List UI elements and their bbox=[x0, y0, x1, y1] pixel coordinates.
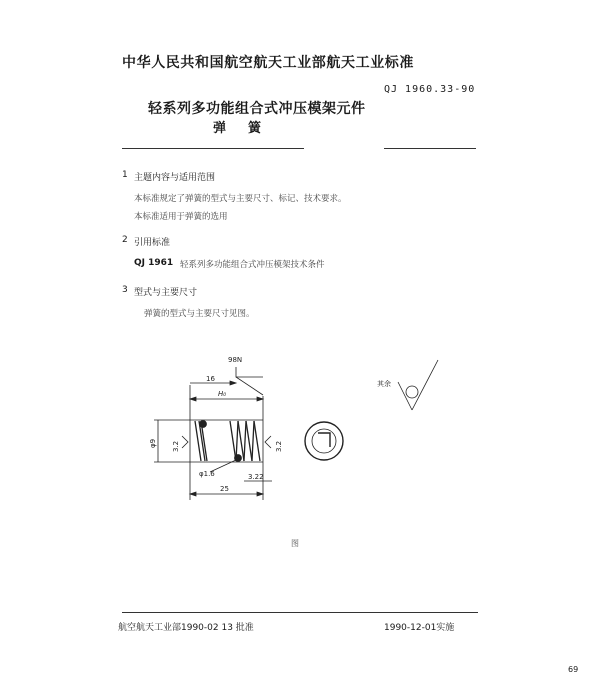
dim-16-arrow bbox=[230, 381, 236, 385]
section-2-number: 2 bbox=[122, 235, 128, 245]
load-leader-line bbox=[236, 367, 263, 377]
wire-section-top bbox=[200, 421, 207, 428]
dim-25-arrow-right bbox=[257, 492, 263, 496]
dim-h0-arrow-left bbox=[190, 397, 196, 401]
rest-symbol-circle bbox=[406, 386, 418, 398]
dim-16-label: 16 bbox=[206, 375, 215, 383]
dim-h0-label: H₀ bbox=[218, 390, 227, 398]
ext-line-top bbox=[236, 377, 263, 395]
footer-rule bbox=[122, 612, 478, 613]
issuing-organization: 中华人民共和国航空航天工业部航天工业标准 bbox=[122, 55, 414, 71]
standard-number: QJ 1960.33-90 bbox=[384, 84, 476, 95]
dim-h0-arrow-right bbox=[257, 397, 263, 401]
approval-line: 航空航天工业部1990-02 13 批准 bbox=[118, 623, 254, 633]
end-view-coil-end bbox=[318, 433, 330, 447]
load-label: 98N bbox=[228, 356, 243, 364]
section-1-title: 主题内容与适用范围 bbox=[134, 173, 216, 183]
dim-32-left-label: 3.2 bbox=[172, 440, 180, 452]
reference-code: QJ 1961 bbox=[134, 258, 174, 268]
section-1-paragraph-2: 本标准适用于弹簧的选用 bbox=[134, 212, 228, 222]
reference-title: 轻系列多功能组合式冲压模架技术条件 bbox=[180, 260, 325, 270]
section-1-paragraph-1: 本标准规定了弹簧的型式与主要尺寸、标记、技术要求。 bbox=[134, 194, 347, 204]
dim-25-label: 25 bbox=[220, 485, 229, 493]
dim-32-right-label: 3.2 bbox=[275, 440, 283, 452]
section-3-title: 型式与主要尺寸 bbox=[134, 288, 198, 298]
section-3-paragraph-1: 弹簧的型式与主要尺寸见图。 bbox=[144, 309, 255, 319]
dim-phi9-label: φ9 bbox=[149, 438, 157, 448]
roughness-mark-left bbox=[182, 436, 188, 448]
rest-symbol-right bbox=[412, 360, 438, 410]
dim-wire-label: φ1.6 bbox=[199, 470, 215, 478]
document-title: 轻系列多功能组合式冲压模架元件 bbox=[148, 101, 366, 117]
roughness-mark-right bbox=[265, 436, 271, 448]
document-subtitle: 弹簧 bbox=[213, 121, 284, 136]
section-1-number: 1 bbox=[122, 170, 128, 180]
dim-pitch-label: 3.22 bbox=[248, 473, 264, 481]
dim-25-arrow-left bbox=[190, 492, 196, 496]
rest-label: 其余 bbox=[377, 380, 391, 388]
section-3-number: 3 bbox=[122, 285, 128, 295]
end-view-outer bbox=[305, 422, 343, 460]
page-number: 69 bbox=[568, 665, 579, 674]
effective-date: 1990-12-01实施 bbox=[384, 623, 455, 633]
section-2-title: 引用标准 bbox=[134, 238, 171, 248]
figure-caption: 图 bbox=[291, 539, 299, 548]
